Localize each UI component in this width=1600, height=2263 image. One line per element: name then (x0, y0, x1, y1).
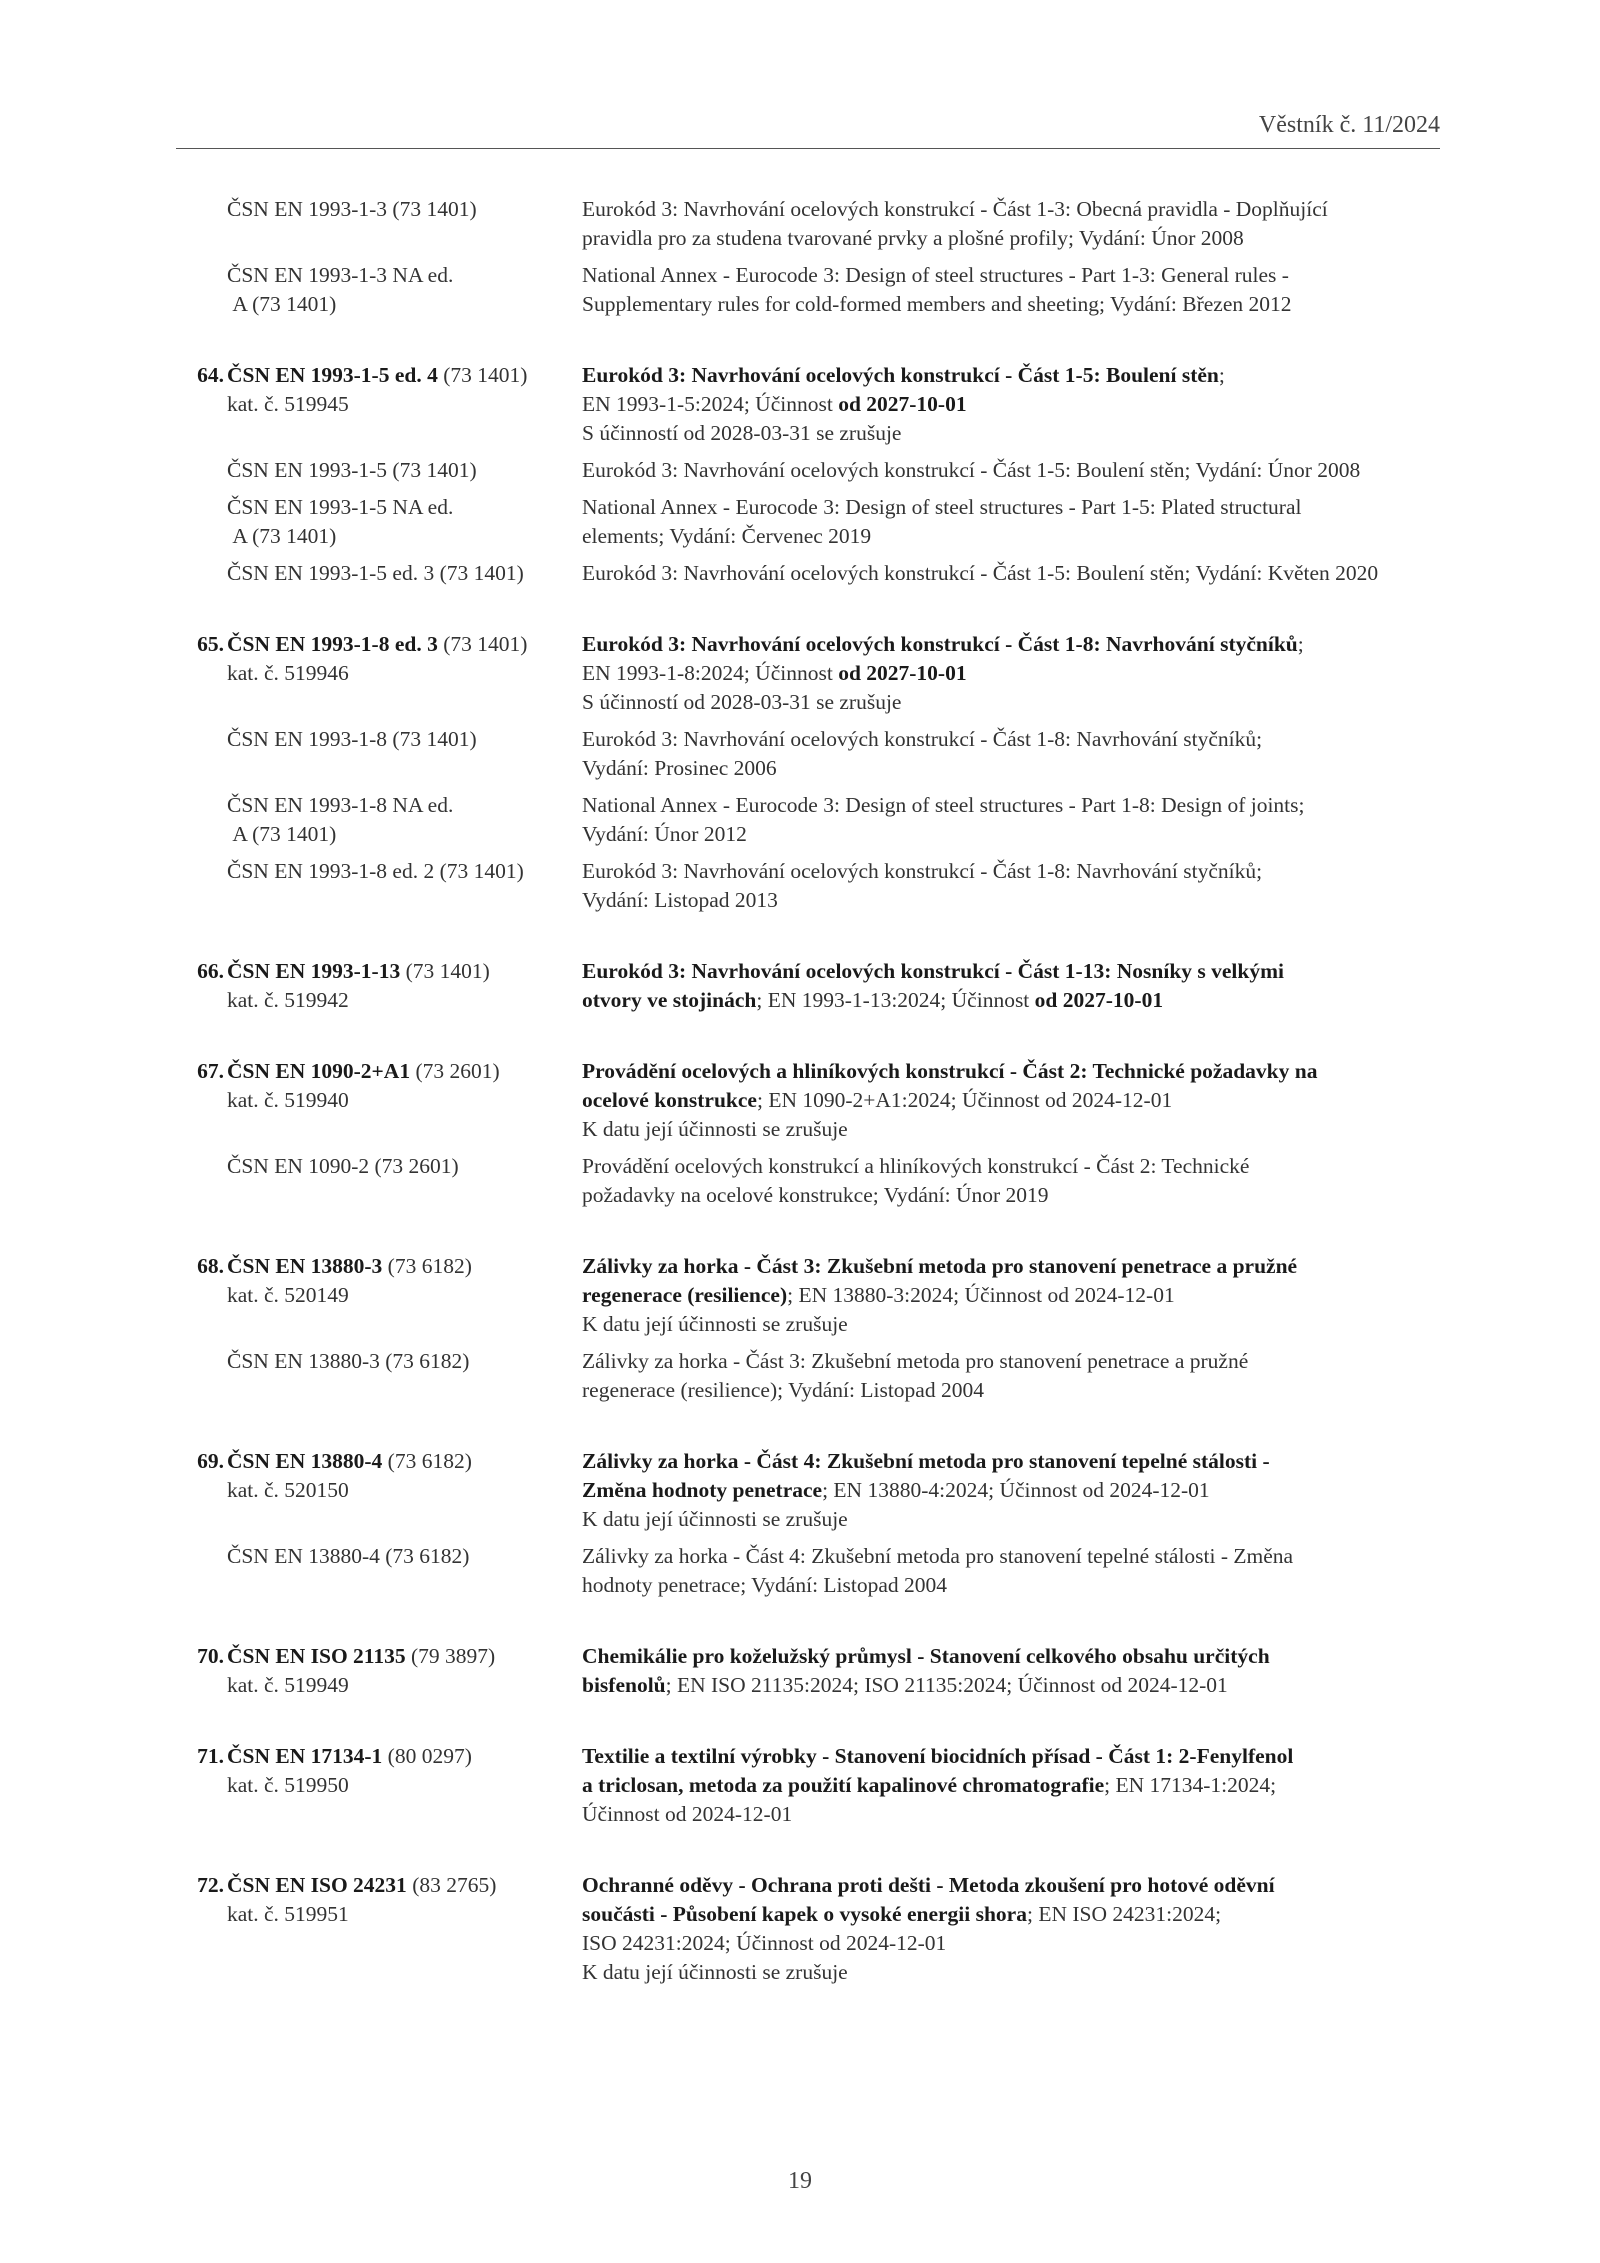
title-line: S účinností od 2028-03-31 se zrušuje (582, 690, 902, 714)
standard-designation (227, 957, 582, 1015)
title-line: National Annex - Eurocode 3: Design of steel structures - Part 1-8: Design of joints; (582, 793, 1305, 817)
title-line: Ochranné oděvy - Ochrana proti dešti - Metoda zkoušení pro hotové oděvní (582, 1873, 1275, 1897)
standard-title (582, 456, 1442, 485)
designation-line: kat. č. 519940 (227, 1088, 349, 1112)
standard-designation (227, 1642, 582, 1700)
designation-line: ČSN EN 1993-1-5 NA ed. (227, 495, 454, 519)
title-line: Účinnost od 2024-12-01 (582, 1802, 793, 1826)
standard-designation (227, 791, 582, 849)
title-line: součásti - Působení kapek o vysoké energii shora; EN ISO 24231:2024; (582, 1902, 1222, 1926)
new-standard-row (0, 1742, 1600, 1829)
entry-number (0, 195, 227, 253)
title-line: K datu její účinnosti se zrušuje (582, 1312, 848, 1336)
designation-line: ČSN EN 17134-1 (80 0297) (227, 1744, 472, 1768)
standard-entry (0, 1447, 1600, 1600)
title-line: regenerace (resilience); EN 13880-3:2024; Účinnost od 2024-12-01 (582, 1283, 1175, 1307)
title-line: otvory ve stojinách; EN 1993-1-13:2024; Účinnost od 2027-10-01 (582, 988, 1164, 1012)
standard-entry (0, 1252, 1600, 1405)
standard-designation (227, 1057, 582, 1144)
title-line: pravidla pro za studena tvarované prvky a plošné profily; Vydání: Únor 2008 (582, 226, 1244, 250)
title-line: a triclosan, metoda za použití kapalinové chromatografie; EN 17134-1:2024; (582, 1773, 1277, 1797)
title-line: K datu její účinnosti se zrušuje (582, 1960, 848, 1984)
standard-entry (0, 1871, 1600, 1987)
title-line: Zálivky za horka - Část 3: Zkušební metoda pro stanovení penetrace a pružné (582, 1254, 1298, 1278)
title-line: K datu její účinnosti se zrušuje (582, 1117, 848, 1141)
standard-entry (0, 630, 1600, 915)
designation-line: kat. č. 520150 (227, 1478, 349, 1502)
standard-entry (0, 195, 1600, 319)
entry-number (0, 857, 227, 915)
title-line: Provádění ocelových a hliníkových konstrukcí - Část 2: Technické požadavky na (582, 1059, 1318, 1083)
title-line: Chemikálie pro koželužský průmysl - Stanovení celkového obsahu určitých (582, 1644, 1270, 1668)
entry-number (0, 1542, 227, 1600)
designation-line: A (73 1401) (227, 292, 337, 316)
title-line: hodnoty penetrace; Vydání: Listopad 2004 (582, 1573, 948, 1597)
designation-line: ČSN EN 1993-1-5 (73 1401) (227, 458, 477, 482)
title-line: Eurokód 3: Navrhování ocelových konstrukcí - Část 1-8: Navrhování styčníků; (582, 632, 1304, 656)
standard-designation (227, 1252, 582, 1339)
standard-designation (227, 725, 582, 783)
title-line: K datu její účinnosti se zrušuje (582, 1507, 848, 1531)
standard-title (582, 1347, 1442, 1405)
standard-designation (227, 456, 582, 485)
superseded-standard-row (0, 559, 1600, 588)
designation-line: ČSN EN 1993-1-5 ed. 3 (73 1401) (227, 561, 524, 585)
designation-line: ČSN EN 1993-1-8 ed. 2 (73 1401) (227, 859, 524, 883)
title-line: Eurokód 3: Navrhování ocelových konstrukcí - Část 1-8: Navrhování styčníků; (582, 727, 1263, 751)
standard-designation (227, 559, 582, 588)
title-line: National Annex - Eurocode 3: Design of steel structures - Part 1-5: Plated structural (582, 495, 1302, 519)
new-standard-row (0, 1252, 1600, 1339)
standard-title (582, 1057, 1442, 1144)
new-standard-row (0, 1447, 1600, 1534)
standard-designation (227, 630, 582, 717)
bulletin-title: Věstník č. 11/2024 (1258, 112, 1440, 138)
entry-number: 71. (197, 1744, 224, 1768)
superseded-standard-row (0, 1152, 1600, 1210)
designation-line: ČSN EN 1993-1-3 (73 1401) (227, 197, 477, 221)
standard-designation (227, 1347, 582, 1405)
entry-number: 67. (197, 1059, 224, 1083)
designation-line: ČSN EN 1993-1-8 NA ed. (227, 793, 454, 817)
standard-entry (0, 361, 1600, 588)
designation-line: ČSN EN ISO 21135 (79 3897) (227, 1644, 496, 1668)
entry-number: 68. (197, 1254, 224, 1278)
new-standard-row (0, 1057, 1600, 1144)
standard-designation (227, 195, 582, 253)
standard-designation (227, 1152, 582, 1210)
title-line: Eurokód 3: Navrhování ocelových konstrukcí - Část 1-8: Navrhování styčníků; (582, 859, 1263, 883)
superseded-standard-row (0, 1347, 1600, 1405)
designation-line: ČSN EN 1993-1-8 (73 1401) (227, 727, 477, 751)
standard-designation (227, 1871, 582, 1987)
entry-number (0, 559, 227, 588)
designation-line: ČSN EN 1090-2+A1 (73 2601) (227, 1059, 500, 1083)
designation-line: ČSN EN 1993-1-3 NA ed. (227, 263, 454, 287)
standard-title (582, 493, 1442, 551)
standard-title (582, 1252, 1442, 1339)
designation-line: ČSN EN 1993-1-5 ed. 4 (73 1401) (227, 363, 528, 387)
standard-title (582, 1542, 1442, 1600)
superseded-standard-row (0, 456, 1600, 485)
standard-title (582, 630, 1442, 717)
title-line: National Annex - Eurocode 3: Design of steel structures - Part 1-3: General rules - (582, 263, 1289, 287)
title-line: Změna hodnoty penetrace; EN 13880-4:2024; Účinnost od 2024-12-01 (582, 1478, 1210, 1502)
title-line: Vydání: Prosinec 2006 (582, 756, 777, 780)
standard-designation (227, 261, 582, 319)
designation-line: kat. č. 519951 (227, 1902, 349, 1926)
entry-number: 64. (197, 363, 224, 387)
designation-line: kat. č. 519949 (227, 1673, 349, 1697)
new-standard-row (0, 1871, 1600, 1987)
title-line: Textilie a textilní výrobky - Stanovení biocidních přísad - Část 1: 2-Fenylfenol (582, 1744, 1294, 1768)
standard-designation (227, 857, 582, 915)
standard-title (582, 361, 1442, 448)
title-line: EN 1993-1-8:2024; Účinnost od 2027-10-01 (582, 661, 967, 685)
standard-title (582, 857, 1442, 915)
entry-number: 72. (197, 1873, 224, 1897)
superseded-standard-row (0, 1542, 1600, 1600)
standard-designation (227, 1447, 582, 1534)
standard-entry (0, 1057, 1600, 1210)
designation-line: ČSN EN 13880-4 (73 6182) (227, 1449, 472, 1473)
designation-line: ČSN EN 1993-1-8 ed. 3 (73 1401) (227, 632, 528, 656)
title-line: EN 1993-1-5:2024; Účinnost od 2027-10-01 (582, 392, 967, 416)
entry-number: 69. (197, 1449, 224, 1473)
designation-line: ČSN EN 1993-1-13 (73 1401) (227, 959, 490, 983)
entry-number (0, 261, 227, 319)
standard-title (582, 791, 1442, 849)
title-line: regenerace (resilience); Vydání: Listopad 2004 (582, 1378, 984, 1402)
entry-number (0, 791, 227, 849)
title-line: Zálivky za horka - Část 4: Zkušební metoda pro stanovení tepelné stálosti - Změna (582, 1544, 1294, 1568)
designation-line: ČSN EN 13880-4 (73 6182) (227, 1544, 470, 1568)
entry-number: 66. (197, 959, 224, 983)
designation-line: ČSN EN 1090-2 (73 2601) (227, 1154, 459, 1178)
new-standard-row (0, 361, 1600, 448)
standard-title (582, 1742, 1442, 1829)
entry-number: 65. (197, 632, 224, 656)
title-line: ocelové konstrukce; EN 1090-2+A1:2024; Účinnost od 2024-12-01 (582, 1088, 1173, 1112)
entry-number (0, 493, 227, 551)
title-line: Zálivky za horka - Část 4: Zkušební metoda pro stanovení tepelné stálosti - (582, 1449, 1270, 1473)
standard-entry (0, 1642, 1600, 1700)
title-line: Eurokód 3: Navrhování ocelových konstrukcí - Část 1-13: Nosníky s velkými (582, 959, 1284, 983)
entry-number: 70. (197, 1644, 224, 1668)
title-line: Provádění ocelových konstrukcí a hliníkových konstrukcí - Část 2: Technické (582, 1154, 1250, 1178)
superseded-standard-row (0, 493, 1600, 551)
entry-number (0, 456, 227, 485)
entry-number (0, 1152, 227, 1210)
standards-list (0, 195, 1600, 2029)
title-line: Eurokód 3: Navrhování ocelových konstrukcí - Část 1-3: Obecná pravidla - Doplňující (582, 197, 1328, 221)
superseded-standard-row (0, 725, 1600, 783)
superseded-standard-row (0, 791, 1600, 849)
designation-line: ČSN EN 13880-3 (73 6182) (227, 1349, 470, 1373)
title-line: S účinností od 2028-03-31 se zrušuje (582, 421, 902, 445)
standard-title (582, 1871, 1442, 1987)
standard-designation (227, 361, 582, 448)
designation-line: A (73 1401) (227, 524, 337, 548)
standard-title (582, 1447, 1442, 1534)
title-line: Vydání: Únor 2012 (582, 822, 747, 846)
title-line: ISO 24231:2024; Účinnost od 2024-12-01 (582, 1931, 947, 1955)
title-line: elements; Vydání: Červenec 2019 (582, 524, 872, 548)
entry-number (0, 1347, 227, 1405)
designation-line: A (73 1401) (227, 822, 337, 846)
new-standard-row (0, 630, 1600, 717)
designation-line: ČSN EN ISO 24231 (83 2765) (227, 1873, 497, 1897)
standard-title (582, 261, 1442, 319)
title-line: požadavky na ocelové konstrukce; Vydání: Únor 2019 (582, 1183, 1049, 1207)
new-standard-row (0, 957, 1600, 1015)
superseded-standard-row (0, 261, 1600, 319)
designation-line: kat. č. 520149 (227, 1283, 349, 1307)
title-line: Eurokód 3: Navrhování ocelových konstrukcí - Část 1-5: Boulení stěn; (582, 363, 1225, 387)
standard-title (582, 725, 1442, 783)
title-line: Eurokód 3: Navrhování ocelových konstrukcí - Část 1-5: Boulení stěn; Vydání: Únor 2008 (582, 458, 1361, 482)
page-header (176, 110, 1440, 149)
standard-designation (227, 493, 582, 551)
standard-title (582, 1642, 1442, 1700)
standard-title (582, 195, 1442, 253)
title-line: Vydání: Listopad 2013 (582, 888, 778, 912)
title-line: Supplementary rules for cold-formed members and sheeting; Vydání: Březen 2012 (582, 292, 1292, 316)
page-number: 19 (788, 2168, 812, 2194)
standard-title (582, 1152, 1442, 1210)
designation-line: kat. č. 519946 (227, 661, 349, 685)
title-line: Zálivky za horka - Část 3: Zkušební metoda pro stanovení penetrace a pružné (582, 1349, 1249, 1373)
title-line: Eurokód 3: Navrhování ocelových konstrukcí - Část 1-5: Boulení stěn; Vydání: Květen 2020 (582, 561, 1379, 585)
standard-designation (227, 1742, 582, 1829)
superseded-standard-row (0, 857, 1600, 915)
entry-number (0, 725, 227, 783)
designation-line: kat. č. 519942 (227, 988, 349, 1012)
standard-entry (0, 1742, 1600, 1829)
superseded-standard-row (0, 195, 1600, 253)
title-line: bisfenolů; EN ISO 21135:2024; ISO 21135:2024; Účinnost od 2024-12-01 (582, 1673, 1228, 1697)
standard-title (582, 559, 1442, 588)
standard-entry (0, 957, 1600, 1015)
new-standard-row (0, 1642, 1600, 1700)
designation-line: ČSN EN 13880-3 (73 6182) (227, 1254, 472, 1278)
designation-line: kat. č. 519945 (227, 392, 349, 416)
designation-line: kat. č. 519950 (227, 1773, 349, 1797)
standard-title (582, 957, 1442, 1015)
standard-designation (227, 1542, 582, 1600)
